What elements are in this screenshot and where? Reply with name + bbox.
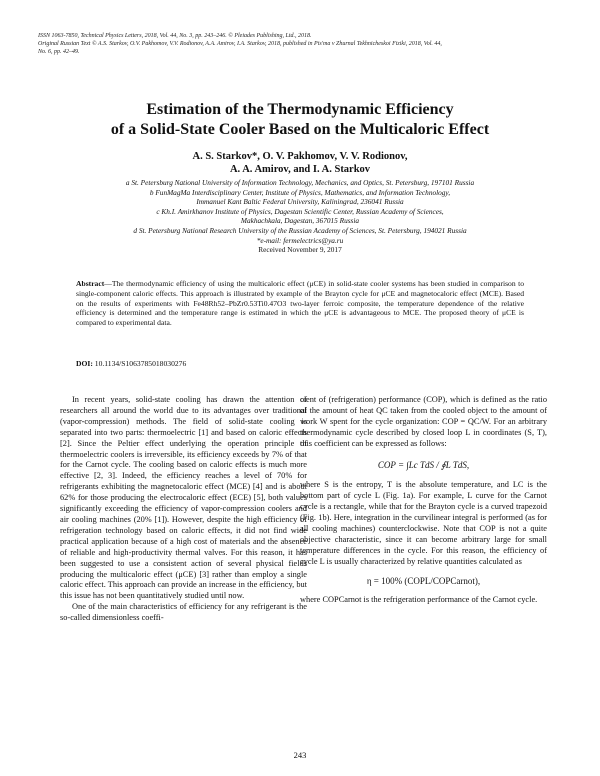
affiliation-b: Immanuel Kant Baltic Federal University, Kaliningrad, 236041 Russia — [196, 197, 404, 207]
abstract-label: Abstract — [76, 279, 105, 288]
paragraph: where S is the entropy, T is the absolute temperature, and LC is the bottom part of cycle L (Fig. 1a). For example, L curve for the Carnot cycle is a rectangle, while that for the Brayton cycle is a curved trapezoid (Fig. 1b). Here, integration in the curvilinear integral is performed (as for all cooling machines) counterclockwise. Note that COP is not a quite objective characteristic, since it can become arbitrary large for small temperature differences in the cycle. For this reason, the efficiency of cycle L is usually characterized by relative quantities calculated as — [300, 480, 547, 566]
paragraph: cient of (refrigeration) performance (COP), which is defined as the ratio of the amount of heat QC taken from the cooled object to the amount of work W spent for the cycle organization: COP = QC/W. For an arbitrary thermodynamic cycle described by closed loop L in coordinates (S, T), this coefficient can be expressed as follows: — [300, 395, 547, 448]
author-email: *e-mail: fermelectrics@ya.ru — [256, 235, 344, 245]
journal-header — [38, 32, 568, 56]
affiliation-d: d St. Petersburg National Research University of the Russian Academy of Sciences, St. Petersburg, 194021 Russia — [133, 225, 467, 235]
affiliation-a: a St. Petersburg National University of Information Technology, Mechanics, and Optics, St. Petersburg, 197101 Russia — [125, 178, 475, 187]
doi-label: DOI: — [76, 359, 93, 368]
received-date: Received November 9, 2017 — [258, 245, 342, 255]
header-line: ISSN 1063-7850, Technical Physics Letters, 2018, Vol. 44, No. 3, pp. 243–246. © Pleiades Publishing, Ltd., 2018. — [38, 33, 312, 39]
paragraph: where COPCarnot is the refrigeration performance of the Carnot cycle. — [300, 594, 538, 604]
author-line: A. S. Starkov*, O. V. Pakhomov, V. V. Rodionov, — [192, 151, 408, 162]
doi — [76, 359, 186, 368]
author-line: A. A. Amirov, and I. A. Starkov — [229, 164, 371, 175]
title-line: of a Solid-State Cooler Based on the Multicaloric Effect — [110, 121, 490, 138]
abstract — [76, 279, 524, 328]
body-column-left — [60, 395, 307, 624]
paragraph: In recent years, solid-state cooling has drawn the attention of researchers all around the world due to its advantages over traditional (vapor-compression) methods. The field of solid-state cooling is separated into two parts: thermoelectric [1] and based on caloric effects [2]. Since the Peltier effect underlying the operation principle of thermoelectric coolers is irreversible, its efficiency exceeds by 7% of that for the Carnot cycle. The cooling based on caloric effects is much more effective [2, 3]. Indeed, the efficiency reaches a level of 70% for refrigerants exhibiting the magnetocaloric effect (MCE) [4] and is about 62% for those producing the electrocaloric effect (ECE) [5], both values significantly exceeding the efficiency of vapor-compression coolers and air cooling machines (20% [1]). However, despite the high efficiency of refrigeration technology based on caloric effects, it did not find wide practical application because of a high cost of materials and the absence of reliable and high-productivity thermal valves. For this reason, it has been suggested to use a consistent action of several physical fields producing the multicaloric effect (μCE) [3] rather than employ a single caloric effect. This approach can provide an increase in the efficiency, but this issue has not been quantitatively studied until now. — [60, 395, 307, 601]
doi-link[interactable]: 10.1134/S1063785018030276 — [94, 359, 187, 368]
author-list — [0, 150, 600, 176]
header-line: No. 6, pp. 42–49. — [38, 49, 80, 55]
paper-title — [0, 100, 600, 140]
affiliation-c: Makhachkala, Dagestan, 367015 Russia — [240, 216, 360, 226]
affiliation-c: c Kh.I. Amirkhanov Institute of Physics, Dagestan Scientific Center, Russian Academy of Sciences, — [156, 206, 444, 216]
equation-cop: COP = ∫Lc TdS / ∮L TdS, — [377, 459, 470, 470]
body-column-right — [300, 395, 547, 606]
paragraph: One of the main characteristics of efficiency for any refrigerant is the so-called dimensionless coeffi- — [60, 602, 307, 623]
equation-eta: η = 100% (COPL/COPCarnot), — [366, 575, 481, 586]
title-line: Estimation of the Thermodynamic Efficiency — [146, 101, 454, 118]
header-line: Original Russian Text © A.S. Starkov, O.V. Pakhomov, V.V. Rodionov, A.A. Amirov, I.A. Starkov, 2018, published in Pis'ma v Zhurnal Tekhnicheskoi Fiziki, 2018, Vol. 44, — [38, 41, 442, 47]
page-number: 243 — [293, 750, 307, 760]
affiliation-b: b FunMagMa Interdisciplinary Center, Institute of Physics, Mathematics, and Information Technology, — [149, 187, 451, 197]
affiliations — [60, 178, 540, 255]
abstract-text: —The thermodynamic efficiency of using the multicaloric effect (μCE) in solid-state cooler systems has been studied in comparison to single-component caloric effects. This approach is illustrated by example of the Brayton cycle for μCE and magnetocaloric effect (MCE). Based on the results of experiments with Fe48Rh52–PbZr0.53Ti0.47O3 two-layer ferroic composite, the temperature dependence of the relative efficiency is determined and the temperature range is estimated in which the μCE is advantageous to MCE. The proposed theory of μCE is compared to experimental data. — [76, 279, 524, 328]
